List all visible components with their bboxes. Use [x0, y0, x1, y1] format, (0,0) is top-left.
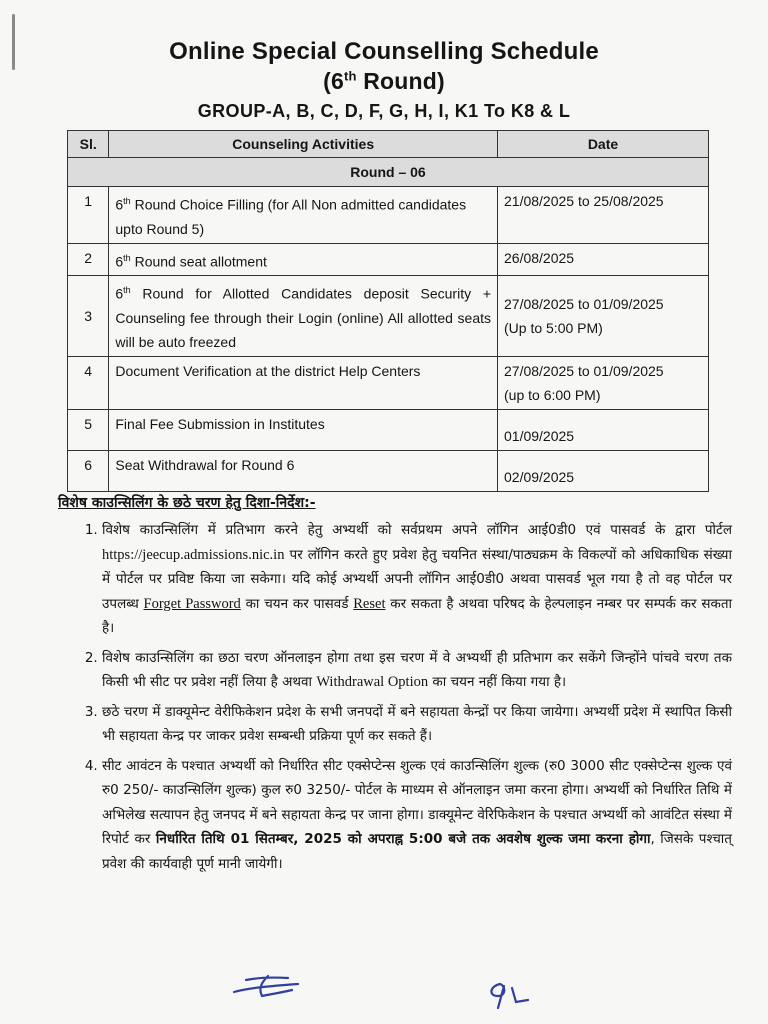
- row-sl: 3: [68, 276, 109, 357]
- row-activity: Seat Withdrawal for Round 6: [109, 450, 498, 491]
- table-row: [68, 450, 709, 491]
- table-row: [68, 409, 709, 450]
- withdrawal-option-text: Withdrawal Option: [316, 674, 429, 690]
- row-sl: 2: [68, 243, 109, 276]
- row-activity: Document Verification at the district Help Centers: [109, 356, 498, 409]
- list-item: 2. विशेष काउन्सिलिंग का छठा चरण ऑनलाइन होगा तथा इस चरण में वे अभ्यर्थी ही प्रतिभाग कर सकेंगे जिन्होंने पांचवे चरण तक किसी भी सीट पर प्रवेश नहीं लिया है अथवा Withdrawal Option का चयन नहीं किया गया है।: [102, 646, 732, 695]
- row-date: 26/08/2025: [498, 243, 709, 276]
- row-date: [498, 356, 709, 409]
- header-sl: Sl.: [68, 131, 109, 158]
- table-row: [68, 243, 709, 276]
- round-row: [68, 158, 709, 187]
- row-activity: 6th Round Choice Filling (for All Non admitted candidates upto Round 5): [109, 187, 498, 244]
- round-label: Round – 06: [68, 158, 709, 187]
- row-date: 21/08/2025 to 25/08/2025: [498, 187, 709, 244]
- row-activity: Final Fee Submission in Institutes: [109, 409, 498, 450]
- row-sl: 5: [68, 409, 109, 450]
- row-date-note: (Up to 5:00 PM): [504, 320, 603, 337]
- row-date-range: 27/08/2025 to 01/09/2025: [504, 362, 664, 379]
- signature-mark-left: [232, 972, 304, 1000]
- group-list: GROUP-A, B, C, D, F, G, H, I, K1 To K8 & L: [197, 101, 571, 121]
- row-date: 01/09/2025: [498, 409, 709, 450]
- table-header-row: [68, 131, 709, 158]
- round-title: (6th Round): [323, 68, 445, 94]
- guidelines-list: [72, 518, 732, 881]
- guidelines-heading: विशेष काउन्सिलिंग के छठे चरण हेतु दिशा-निर्देश:-: [58, 495, 316, 511]
- row-date: [498, 276, 709, 357]
- list-item: 4. सीट आवंटन के पश्चात अभ्यर्थी को निर्धारित सीट एक्सेप्टेन्स शुल्क एवं काउन्सिलिंग शुल्क (रु0 3000 सीट एक्सेप्टेन्स शुल्क एवं रु0 250/- काउन्सिलिंग शुल्क) कुल रु0 3250/- पोर्टल के माध्यम से ऑनलाइन जमा करना होगा। अभ्यर्थी को निर्धारित तिथि में अभिलेख सत्यापन हेतु जनपद में बने सहायता केन्द्र पर जाना होगा। डाक्यूमेन्ट वेरिफिकेशन के पश्चात अभ्यर्थी को आवंटित संस्था में रिपोर्ट कर निर्धारित तिथि 01 सितम्बर, 2025 को अपराह्न 5:00 बजे तक अवशेष शुल्क जमा करना होगा, जिसके पश्चात् प्रवेश की कार्यवाही पूर्ण मानी जायेगी।: [102, 754, 732, 877]
- list-item: 1. विशेष काउन्सिलिंग में प्रतिभाग करने हेतु अभ्यर्थी को सर्वप्रथम अपने लॉगिन आई0डी0 एवं पासवर्ड के द्वारा पोर्टल https://jeecup.admissions.nic.in पर लॉगिन करते हुए प्रवेश हेतु चयनित संस्था/पाठ्यक्रम के विकल्पों को अधिकाधिक संख्या में पोर्टल पर प्रविष्ट किया जा सकेगा। यदि कोई अभ्यर्थी अपनी लॉगिन आई0डी0 अथवा पासवर्ड भूल गया है तो वह पोर्टल पर उपलब्ध Forget Password का चयन कर पासवर्ड Reset कर सकता है अथवा परिषद के हेल्पलाइन नम्बर पर सम्पर्क कर सकता है।: [102, 518, 732, 641]
- schedule-table: [67, 130, 709, 492]
- reset-text: Reset: [353, 595, 386, 612]
- row-date-range: 27/08/2025 to 01/09/2025: [504, 296, 664, 313]
- deadline-bold-text: निर्धारित तिथि 01 सितम्बर, 2025 को अपराह्न 5:00 बजे तक अवशेष शुल्क जमा करना होगा: [155, 831, 651, 847]
- row-sl: 4: [68, 356, 109, 409]
- row-sl: 6: [68, 450, 109, 491]
- table-row: [68, 276, 709, 357]
- list-item: 3. छठे चरण में डाक्यूमेन्ट वेरीफिकेशन प्रदेश के सभी जनपदों में बने सहायता केन्द्रों पर किया जायेगा। अभ्यर्थी प्रदेश में स्थापित किसी भी सहायता केन्द्र पर जाकर प्रवेश सम्बन्धी प्रक्रिया पूर्ण कर सकते हैं।: [102, 700, 732, 749]
- row-activity: 6th Round seat allotment: [109, 243, 498, 276]
- row-activity: 6th Round for Allotted Candidates deposit Security + Counseling fee through their Login (online) All allotted seats will be auto freezed: [109, 276, 498, 357]
- page-title: Online Special Counselling Schedule: [169, 38, 599, 65]
- row-sl: 1: [68, 187, 109, 244]
- row-date: 02/09/2025: [498, 450, 709, 491]
- forget-password-text: Forget Password: [143, 595, 241, 612]
- header-activity: Counseling Activities: [109, 131, 498, 158]
- signature-mark-right: [486, 980, 534, 1010]
- row-date-note: (up to 6:00 PM): [504, 386, 601, 403]
- table-row: [68, 187, 709, 244]
- portal-url: https://jeecup.admissions.nic.in: [102, 546, 285, 563]
- header-date: Date: [498, 131, 709, 158]
- table-row: [68, 356, 709, 409]
